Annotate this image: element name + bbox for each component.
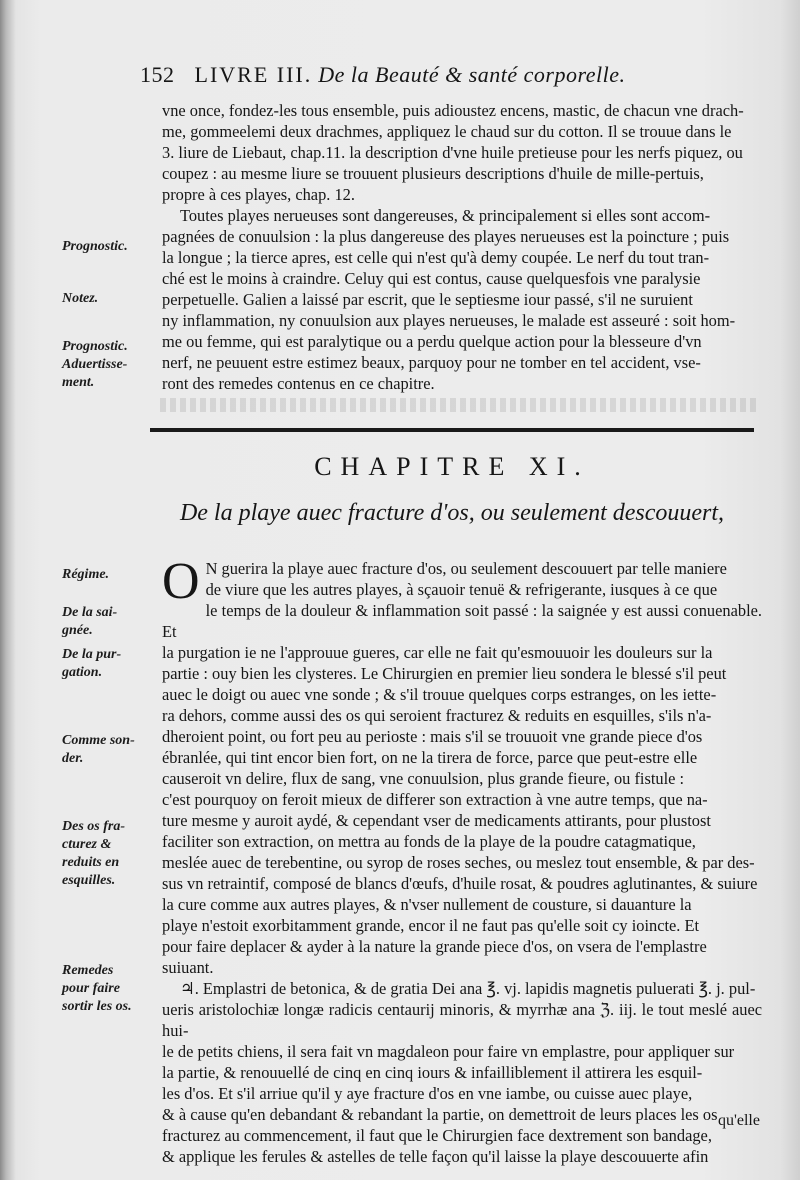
text-line: perpetuelle. Galien a laissé par escrit, que le septiesme iour passé, s'il ne suruient [162,290,693,309]
text-line: ueris aristolochiæ longæ radicis centaurij minoris, & myrrhæ ana ℨ. iij. le tout meslé auec hui- [162,1000,762,1040]
text-line: ra dehors, comme aussi des os qui seroient fracturez & reduits en esquilles, s'ils n'a- [162,706,712,725]
text-line: ny inflammation, ny conuulsion aux playes nerueuses, le malade est asseuré : soit hom- [162,311,736,330]
book-number: LIVRE III. [194,62,313,87]
text-line: le de petits chiens, il sera fait vn magdaleon pour faire vn emplastre, pour appliquer sur [162,1042,735,1061]
margin-note: pour faire [62,981,120,996]
text-line: me, gommeelemi deux drachmes, appliquez le chaud sur du cotton. Il se trouue dans le [162,122,732,141]
text-line: les d'os. Et s'il arriue qu'il y aye fracture d'os en vne iambe, ou cuisse auec playe, [162,1084,693,1103]
section-rule [150,428,754,432]
margin-note: Remedes [62,963,114,978]
text-line: ébranlée, qui tint encor bien fort, on ne la tirera de force, parce que peut-estre elle [162,748,698,767]
text-line: pagnées de conuulsion : la plus dangereuse des playes nerueuses est la poincture ; puis [162,227,730,246]
text-line: propre à ces playes, chap. 12. [162,185,355,204]
text-line: & à cause qu'en debandant & rebandant la partie, on demettroit de leurs places les os [162,1105,718,1124]
page-number: 152 [140,62,175,87]
text-line: auec le doigt ou auec vne sonde ; & s'il trouue quelques corps estranges, on les iette- [162,685,717,704]
paragraph-main [162,553,762,1167]
text-line: causeroit vn delire, flux de sang, vne conuulsion, plus grande fieure, ou fistule : [162,769,685,788]
text-line: c'est pourquoy on feroit mieux de differer son extraction à vne autre temps, que na- [162,790,708,809]
text-line: ture mesme y auroit aydé, & cependant vser de medicaments attirants, pour plustost [162,811,711,830]
margin-note: De la pur- [62,647,122,662]
text-line: playe n'estoit exorbitamment grande, encor il ne faut pas qu'elle soit cy ioincte. Et [162,916,700,935]
text-line: & applique les ferules & astelles de telle façon qu'il laisse la playe descouuerte afin [162,1147,709,1166]
margin-note: Notez. [62,291,99,306]
text-line: fracturez au commencement, il faut que le Chirurgien face dextrement son bandage, [162,1126,712,1145]
running-head [140,62,700,88]
text-line: dheroient point, ou fort peu au perioste : mais s'il se trouuoit vne grande piece d'os [162,727,703,746]
text-line: la partie, & renouuellé de cinq en cinq iours & infailliblement il attirera les esquil- [162,1063,703,1082]
text-line: faciliter son extraction, on mettra au fonds de la playe de la poudre catagmatique, [162,832,696,851]
paragraph-top [162,100,762,394]
text-line: me ou femme, qui est paralytique ou a perdu quelque action pour la blesseure d'vn [162,332,702,351]
text-line: ché est le moins à craindre. Celuy qui est contus, cause quelquesfois vne paralysie [162,269,701,288]
margin-note: ment. [62,375,95,390]
text-line: le temps de la douleur & inflammation soit passé : la saignée y est aussi conuenable. Et [162,601,762,641]
text-line: de viure que les autres playes, à sçauoir tenuë & refrigerante, iusques à ce que [205,580,718,599]
text-line: partie : ouy bien les clysteres. Le Chirurgien en premier lieu sondera le blessé s'il peut [162,664,727,683]
text-line: coupez : au mesme liure se trouuent plusieurs descriptions d'huile de mille-pertuis, [162,164,704,183]
text-line: Toutes playes nerueuses sont dangereuses, & principalement si elles sont accom- [180,206,711,225]
margin-note: esquilles. [62,873,116,888]
show-through [160,398,760,412]
text-line: la longue ; la tierce apres, est celle qui n'est qu'à demy coupée. Le nerf du tout tran- [162,248,710,267]
margin-note: Prognostic. [62,239,128,254]
margin-note: reduits en [62,855,120,870]
text-line: sus vn retraintif, composé de blancs d'œufs, d'huile rosat, & poudres aglutinantes, & suiure [162,874,758,893]
text-line: pour faire deplacer & ayder à la nature la grande piece d'os, on vsera de l'emplastre [162,937,707,956]
margin-note: De la sai- [62,605,118,620]
margin-note: Comme son- [62,733,135,748]
chapter-subtitle: De la playe auec fracture d'os, ou seulement descouuert, [179,500,725,526]
text-line: N guerira la playe auec fracture d'os, ou seulement descouuert par telle maniere [205,559,727,578]
margin-note: gnée. [62,623,93,638]
text-line: ♃. Emplastri de betonica, & de gratia Dei ana ℥. vj. lapidis magnetis puluerati ℥. j. pul- [180,979,756,998]
running-title: De la Beauté & santé corporelle. [318,62,626,87]
catchword: qu'elle [718,1112,760,1129]
text-line: la cure comme aux autres playes, & n'vser nullement de cousture, si dauanture la [162,895,692,914]
margin-note: Régime. [62,567,110,582]
margin-note: Aduertisse- [62,357,128,372]
text-line: vne once, fondez-les tous ensemble, puis adioustez encens, mastic, de chacun vne drach- [162,101,744,120]
text-line: 3. liure de Liebaut, chap.11. la description d'vne huile pretieuse pour les nerfs piquez, ou [162,143,743,162]
margin-note: Des os fra- [62,819,125,834]
text-line: suiuant. [162,958,214,977]
text-line: nerf, ne peuuent estre estimez beaux, parquoy pour ne tomber en tel accident, vse- [162,353,701,372]
margin-note: der. [62,751,84,766]
margin-note: gation. [62,665,103,680]
text-line: ront des remedes contenus en ce chapitre. [162,374,435,393]
chapter-title: CHAPITRE XI. [314,452,590,481]
text-line: meslée auec de terebentine, ou syrop de roses seches, ou meslez tout ensemble, & par des- [162,853,755,872]
margin-note: sortir les os. [62,999,132,1014]
margin-note: cturez & [62,837,112,852]
text-line: la purgation ie ne l'approuue gueres, car elle ne fait qu'esmouuoir les douleurs sur la [162,643,713,662]
margin-note: Prognostic. [62,339,128,354]
drop-capital: O [162,553,200,610]
